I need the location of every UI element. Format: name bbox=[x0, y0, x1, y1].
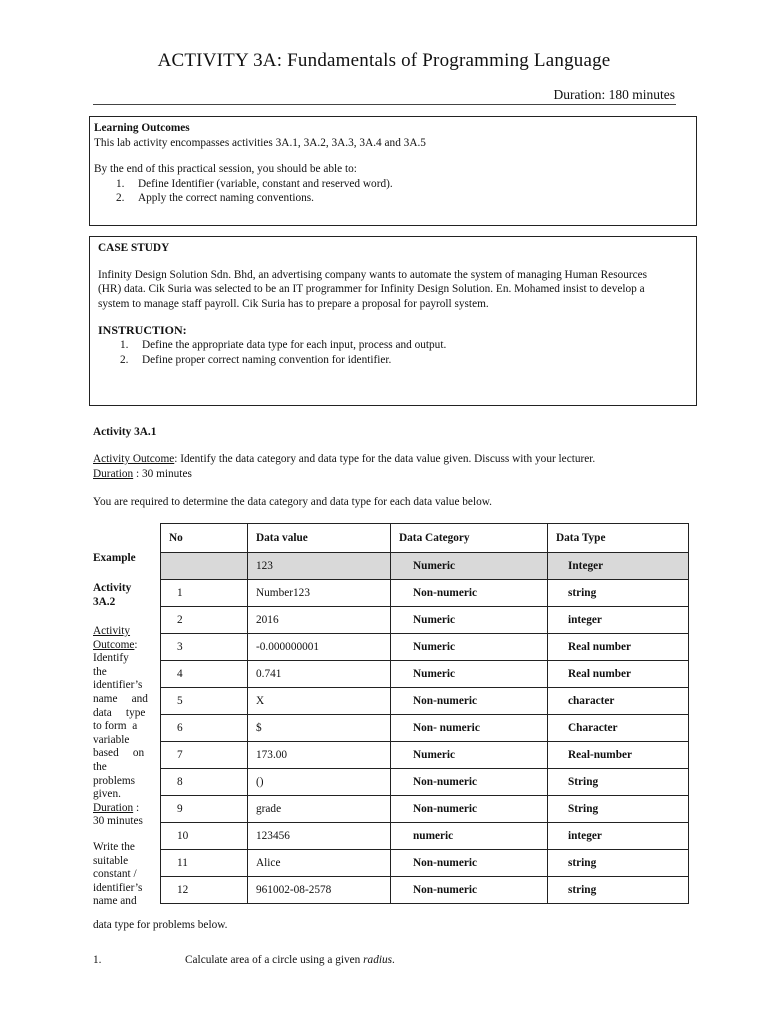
table-cell: Numeric bbox=[391, 634, 548, 661]
learning-outcomes-list bbox=[94, 177, 692, 206]
table-cell: Integer bbox=[548, 553, 689, 580]
list-text: Define proper correct naming convention for identifier. bbox=[142, 353, 392, 366]
instruction-item bbox=[120, 353, 688, 368]
table-cell: Non-numeric bbox=[391, 688, 548, 715]
table-cell: 4 bbox=[161, 661, 248, 688]
duration-value: : 30 minutes bbox=[133, 467, 192, 480]
table-cell: Non-numeric bbox=[391, 850, 548, 877]
table-cell: 9 bbox=[161, 796, 248, 823]
table-row bbox=[161, 769, 689, 796]
case-study-heading: CASE STUDY bbox=[98, 242, 170, 254]
instruction-heading: INSTRUCTION: bbox=[98, 323, 187, 338]
table-cell: Real number bbox=[548, 634, 689, 661]
table-cell: 173.00 bbox=[248, 742, 391, 769]
write-line: identifier’s bbox=[93, 881, 143, 894]
list-text: Define the appropriate data type for each input, process and output. bbox=[142, 338, 447, 351]
duration-label: Duration: 180 minutes bbox=[553, 87, 675, 102]
outcome-line: the bbox=[93, 760, 107, 773]
table-header: Data Category bbox=[391, 524, 548, 553]
table-cell: 5 bbox=[161, 688, 248, 715]
table-cell: Character bbox=[548, 715, 689, 742]
activity-outcome-text: : Identify the data category and data type for the data value given. Discuss with your lecturer. bbox=[174, 453, 596, 465]
table-cell: 7 bbox=[161, 742, 248, 769]
table-cell: String bbox=[548, 769, 689, 796]
outcome-line: identifier’s bbox=[93, 679, 143, 692]
table-row bbox=[161, 850, 689, 877]
table-cell: numeric bbox=[391, 823, 548, 850]
write-tail: data type for problems below. bbox=[93, 919, 228, 931]
table-example-row bbox=[161, 553, 689, 580]
table-cell: () bbox=[248, 769, 391, 796]
problem-number: 1. bbox=[93, 954, 102, 966]
table-cell: 8 bbox=[161, 769, 248, 796]
outcome-line: problems bbox=[93, 774, 136, 787]
table-cell: Non-numeric bbox=[391, 769, 548, 796]
table-cell: 10 bbox=[161, 823, 248, 850]
list-number: 1. bbox=[116, 177, 125, 190]
table-cell: Numeric bbox=[391, 661, 548, 688]
table-row bbox=[161, 634, 689, 661]
case-study-paragraph: Infinity Design Solution Sdn. Bhd, an advertising company wants to automate the system of managing Human Resources (HR) data. Cik Suria was selected to be an IT programmer for Infinity Design Solution. En. Mohamed insist to develop a system to manage staff payroll. Cik Suria has to prepare a proposal for payroll system. bbox=[98, 268, 648, 310]
activity-31-intro: You are required to determine the data category and data type for each data value below. bbox=[93, 496, 492, 508]
table-cell: Real-number bbox=[548, 742, 689, 769]
write-line: name and bbox=[93, 895, 137, 908]
table-cell: String bbox=[548, 796, 689, 823]
table-row bbox=[161, 823, 689, 850]
outcome-line: based on bbox=[93, 747, 145, 760]
table-cell: string bbox=[548, 850, 689, 877]
activity-32-heading-line: Activity bbox=[93, 582, 132, 594]
table-cell: string bbox=[548, 877, 689, 904]
list-text: Define Identifier (variable, constant and reserved word). bbox=[138, 177, 393, 190]
table-header-row bbox=[161, 524, 689, 553]
table-row bbox=[161, 661, 689, 688]
table-row bbox=[161, 877, 689, 904]
learning-outcomes-line1: This lab activity encompasses activities 3A.1, 3A.2, 3A.3, 3A.4 and 3A.5 bbox=[94, 136, 426, 149]
write-line: Write the bbox=[93, 840, 135, 853]
table-cell: $ bbox=[248, 715, 391, 742]
table-header: Data value bbox=[248, 524, 391, 553]
table-cell: Numeric bbox=[391, 742, 548, 769]
learning-outcomes-heading: Learning Outcomes bbox=[94, 122, 190, 134]
table-cell: 2 bbox=[161, 607, 248, 634]
table-row bbox=[161, 715, 689, 742]
duration-label: Duration bbox=[93, 801, 134, 814]
table-cell: 11 bbox=[161, 850, 248, 877]
list-number: 1. bbox=[120, 338, 129, 351]
table-cell: 123 bbox=[248, 553, 391, 580]
write-line: suitable bbox=[93, 854, 129, 867]
table-cell: Non- numeric bbox=[391, 715, 548, 742]
activity-outcome-label: Outcome bbox=[93, 638, 135, 651]
table-cell: Number123 bbox=[248, 580, 391, 607]
table-cell: 2016 bbox=[248, 607, 391, 634]
activity-outcome-label: Activity Outcome bbox=[93, 453, 175, 465]
table-header: No bbox=[161, 524, 248, 553]
activity-32-outcome: Activity Outcome: Identify the identifier’s name and data type to form a variable based on the problems given. Duration : 30 minutes Write the suitable constant / identifier’s name and bbox=[93, 625, 157, 909]
table-cell: Numeric bbox=[391, 607, 548, 634]
problem-text-end: . bbox=[392, 954, 395, 966]
outcome-line: data type bbox=[93, 706, 146, 719]
example-label: Example bbox=[93, 552, 136, 564]
table-cell: 123456 bbox=[248, 823, 391, 850]
table-cell: integer bbox=[548, 823, 689, 850]
table-cell: Numeric bbox=[391, 553, 548, 580]
table-cell: 3 bbox=[161, 634, 248, 661]
table-cell: 961002-08-2578 bbox=[248, 877, 391, 904]
outcome-line: variable bbox=[93, 733, 130, 746]
activity-31-outcome bbox=[93, 452, 693, 482]
learning-outcomes-box bbox=[89, 116, 697, 226]
activity-outcome-label: Activity bbox=[93, 625, 131, 637]
table-row bbox=[161, 580, 689, 607]
table-cell: string bbox=[548, 580, 689, 607]
list-number: 2. bbox=[116, 192, 125, 205]
list-number: 2. bbox=[120, 353, 129, 366]
learning-outcome-item bbox=[116, 191, 692, 206]
outcome-line: name and bbox=[93, 692, 148, 705]
table-cell bbox=[161, 553, 248, 580]
table-cell: character bbox=[548, 688, 689, 715]
instruction-list bbox=[98, 338, 688, 367]
table-cell: integer bbox=[548, 607, 689, 634]
table-cell: 0.741 bbox=[248, 661, 391, 688]
table-row bbox=[161, 688, 689, 715]
title-divider bbox=[93, 104, 676, 105]
duration-value: 30 minutes bbox=[93, 815, 143, 828]
problem-text-italic: radius bbox=[363, 954, 393, 966]
table-cell: Non-numeric bbox=[391, 580, 548, 607]
table-cell: -0.000000001 bbox=[248, 634, 391, 661]
table-cell: 6 bbox=[161, 715, 248, 742]
table-cell: Non-numeric bbox=[391, 877, 548, 904]
activity-32-heading bbox=[93, 582, 131, 609]
outcome-line: Identify bbox=[93, 652, 129, 665]
activity-31-heading: Activity 3A.1 bbox=[93, 426, 157, 438]
learning-outcome-item bbox=[116, 177, 692, 192]
duration-colon: : bbox=[133, 801, 140, 814]
problem-text bbox=[185, 953, 395, 968]
outcome-line: to form a bbox=[93, 720, 138, 733]
activity-32-heading-line: 3A.2 bbox=[93, 595, 116, 608]
outcome-line: given. bbox=[93, 788, 121, 801]
outcome-line: the bbox=[93, 665, 107, 678]
table-cell: Non-numeric bbox=[391, 796, 548, 823]
case-study-box bbox=[89, 236, 697, 406]
instruction-item bbox=[120, 338, 688, 353]
table-cell: X bbox=[248, 688, 391, 715]
table-row bbox=[161, 796, 689, 823]
table-cell: Alice bbox=[248, 850, 391, 877]
table-row bbox=[161, 607, 689, 634]
table-cell: 12 bbox=[161, 877, 248, 904]
learning-outcomes-line2: By the end of this practical session, you should be able to: bbox=[94, 163, 357, 176]
list-text: Apply the correct naming conventions. bbox=[138, 192, 314, 205]
data-type-table bbox=[160, 523, 689, 904]
table-header: Data Type bbox=[548, 524, 689, 553]
table-cell: Real number bbox=[548, 661, 689, 688]
table-cell: grade bbox=[248, 796, 391, 823]
write-line: constant / bbox=[93, 868, 137, 881]
page-title: ACTIVITY 3A: Fundamentals of Programming Language bbox=[157, 50, 611, 71]
table-row bbox=[161, 742, 689, 769]
problem-text-main: Calculate area of a circle using a given bbox=[185, 954, 364, 966]
duration-label: Duration bbox=[93, 467, 134, 480]
table-cell: 1 bbox=[161, 580, 248, 607]
